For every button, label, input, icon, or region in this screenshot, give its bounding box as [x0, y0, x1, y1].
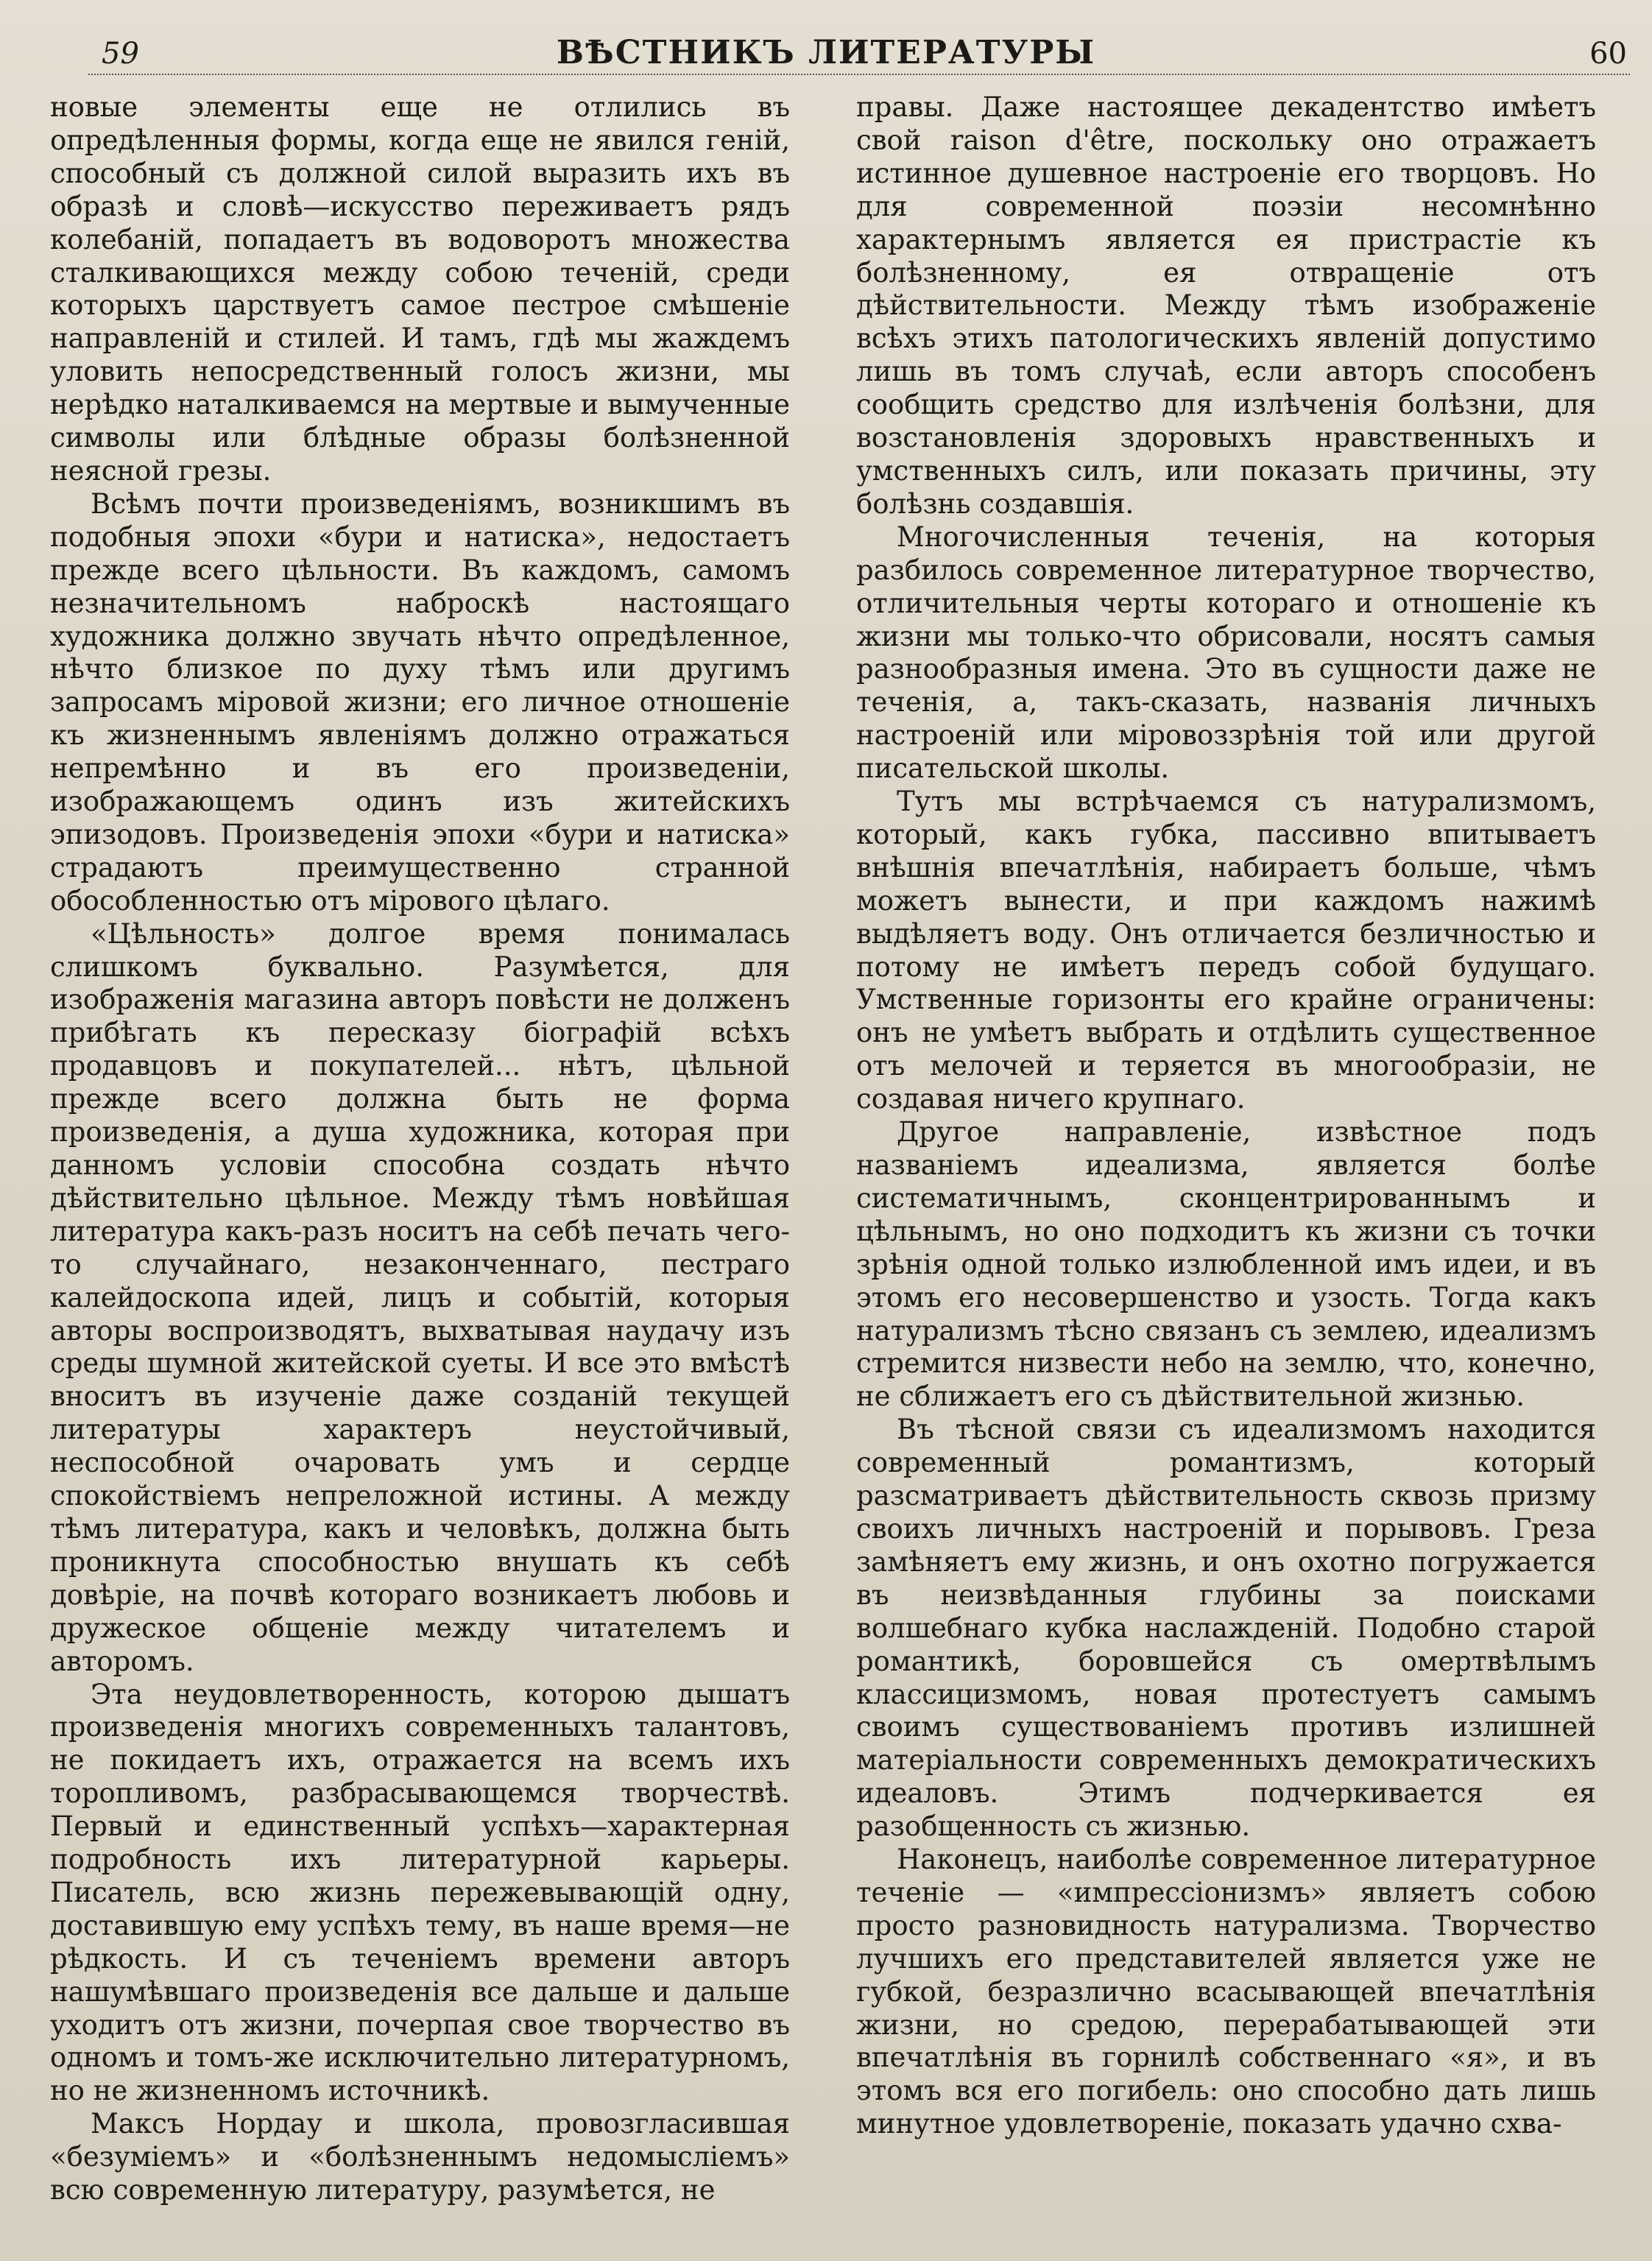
- right-column: [856, 91, 1596, 2234]
- page-number-left: 59: [102, 37, 139, 71]
- paragraph: Максъ Нордау и школа, провозгласившая «безуміемъ» и «болѣзненнымъ недомысліемъ» всю современную литературу, разумѣется, не: [50, 2108, 790, 2207]
- header-rule: [88, 74, 1630, 75]
- paragraph: Многочисленныя теченія, на которыя разбилось современное литературное творчество, отличительныя черты котораго и отношеніе къ жизни мы только-что обрисовали, носятъ самыя разнообразныя имена. Это въ сущности даже не теченія, а, такъ-сказать, названія личныхъ настроеній или міровоззрѣнія той или другой писательской школы.: [856, 521, 1596, 785]
- paragraph: новые элементы еще не отлились въ опредѣленныя формы, когда еще не явился геній, способный съ должной силой выразить ихъ въ образѣ и словѣ—искусство переживаетъ рядъ колебаній, попадаетъ въ водоворотъ множества сталкивающихся между собою теченій, среди которыхъ царствуетъ самое пестрое смѣшеніе направленій и стилей. И тамъ, гдѣ мы жаждемъ уловить непосредственный голосъ жизни, мы нерѣдко наталкиваемся на мертвые и вымученные символы или блѣдные образы болѣзненной неясной грезы.: [50, 91, 790, 487]
- page-number-right: 60: [1589, 37, 1627, 71]
- paragraph: Наконецъ, наиболѣе современное литературное теченіе — «импрессіонизмъ» являетъ собою просто разновидность натурализма. Творчество лучшихъ его представителей является уже не губкой, безразлично всасывающей впечатлѣнія жизни, но средою, перерабатывающей эти впечатлѣнія въ горнилѣ собственнаго «я», и въ этомъ вся его погибель: оно способно дать лишь минутное удовлетвореніе, показать удачно схва-: [856, 1844, 1596, 2140]
- paragraph: «Цѣльность» долгое время понималась слишкомъ буквально. Разумѣется, для изображенія магазина авторъ повѣсти не долженъ прибѣгать къ пересказу біографій всѣхъ продавцовъ и покупателей... нѣтъ, цѣльной прежде всего должна быть не форма произведенія, а душа художника, которая при данномъ условіи способна создать нѣчто дѣйствительно цѣльное. Между тѣмъ новѣйшая литература какъ-разъ носитъ на себѣ печать чего-то случайнаго, незаконченнаго, пестраго калейдоскопа идей, лицъ и событій, которыя авторы воспроизводятъ, выхватывая наудачу изъ среды шумной житейской суеты. И все это вмѣстѣ вноситъ въ изученіе даже созданій текущей литературы характеръ неустойчивый, неспособной очаровать умъ и сердце спокойствіемъ непреложной истины. А между тѣмъ литература, какъ и человѣкъ, должна быть проникнута способностью внушать къ себѣ довѣріе, на почвѣ котораго возникаетъ любовь и дружеское общеніе между читателемъ и авторомъ.: [50, 917, 790, 1677]
- paragraph: Другое направленіе, извѣстное подъ названіемъ идеализма, является болѣе систематичнымъ, сконцентрированнымъ и цѣльнымъ, но оно подходитъ къ жизни съ точки зрѣнія одной только излюбленной имъ идеи, и въ этомъ его несовершенство и узость. Тогда какъ натурализмъ тѣсно связанъ съ землею, идеализмъ стремится низвести небо на землю, что, конечно, не сближаетъ его съ дѣйствительной жизнью.: [856, 1116, 1596, 1413]
- paragraph: Тутъ мы встрѣчаемся съ натурализмомъ, который, какъ губка, пассивно впитываетъ внѣшнія впечатлѣнія, набираетъ больше, чѣмъ можетъ вынести, и при каждомъ нажимѣ выдѣляетъ воду. Онъ отличается безличностью и потому не имѣетъ передъ собой будущаго. Умственные горизонты его крайне ограничены: онъ не умѣетъ выбрать и отдѣлить существенное отъ мелочей и теряется въ многообразіи, не создавая ничего крупнаго.: [856, 786, 1596, 1115]
- paragraph: Въ тѣсной связи съ идеализмомъ находится современный романтизмъ, который разсматриваетъ дѣйствительность сквозь призму своихъ личныхъ настроеній и порывовъ. Греза замѣняетъ ему жизнь, и онъ охотно погружается въ неизвѣданныя глубины за поисками волшебнаго кубка наслажденій. Подобно старой романтикѣ, боровшейся съ омертвѣлымъ классицизмомъ, новая протестуетъ самымъ своимъ существованіемъ противъ излишней матеріальности современныхъ демократическихъ идеаловъ. Этимъ подчеркивается ея разобщенность съ жизнью.: [856, 1414, 1596, 1843]
- page-header: [0, 29, 1652, 81]
- paragraph: Эта неудовлетворенность, которою дышатъ произведенія многихъ современныхъ талантовъ, не покидаетъ ихъ, отражается на всемъ ихъ торопливомъ, разбрасывающемся творчествѣ. Первый и единственный успѣхъ—характерная подробность ихъ литературной карьеры. Писатель, всю жизнь пережевывающій одну, доставившую ему успѣхъ тему, въ наше время—не рѣдкость. И съ теченіемъ времени авторъ нашумѣвшаго произведенія все дальше и дальше уходитъ отъ жизни, почерпая свое творчество въ одномъ и томъ-же исключительно литературномъ, но не жизненномъ источникѣ.: [50, 1678, 790, 2107]
- left-column: [50, 91, 790, 2234]
- paragraph: Всѣмъ почти произведеніямъ, возникшимъ въ подобныя эпохи «бури и натиска», недостаетъ прежде всего цѣльности. Въ каждомъ, самомъ незначительномъ наброскѣ настоящаго художника должно звучать нѣчто опредѣленное, нѣчто близкое по духу тѣмъ или другимъ запросамъ міровой жизни; его личное отношеніе къ жизненнымъ явленіямъ должно отражаться непремѣнно и въ его произведеніи, изображающемъ одинъ изъ житейскихъ эпизодовъ. Произведенія эпохи «бури и натиска» страдаютъ преимущественно странной обособленностью отъ мірового цѣлаго.: [50, 487, 790, 917]
- paragraph: правы. Даже настоящее декадентство имѣетъ свой raison d'être, поскольку оно отражаетъ истинное душевное настроеніе его творцовъ. Но для современной поэзіи несомнѣнно характернымъ является ея пристрастіе къ болѣзненному, ея отвращеніе отъ дѣйствительности. Между тѣмъ изображеніе всѣхъ этихъ патологическихъ явленій допустимо лишь въ томъ случаѣ, если авторъ способенъ сообщить средство для излѣченія болѣзни, для возстановленія здоровыхъ нравственныхъ и умственныхъ силъ, или показать причины, эту болѣзнь создавшія.: [856, 91, 1596, 520]
- journal-title: ВѢСТНИКЪ ЛИТЕРАТУРЫ: [556, 34, 1096, 71]
